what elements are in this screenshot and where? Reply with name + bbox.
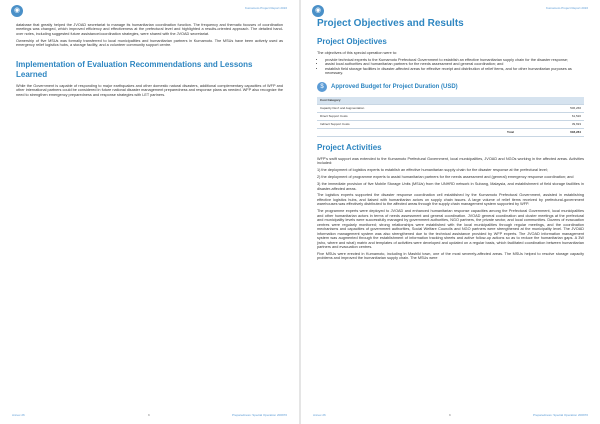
table-cell-value: 506,266 <box>517 104 584 112</box>
wfp-logo-icon: ◉ <box>312 5 324 17</box>
objectives-intro: The objectives of this special operation were to: <box>317 51 397 55</box>
objective-item: • establish field storage facilities in disaster-affected areas for effective receipt and distribution of relief items, and for other humanitarian purposes as necessary. <box>325 67 584 76</box>
wfp-logo-icon: ◉ <box>11 5 23 17</box>
activities-paragraph: The programme experts were deployed to JVOAD and enhanced humanitarian response capacities among the Prefectural Government, local municipalities and other humanitarian actors in terms of needs assessment and general coordination. JVOAD general coordination and cluster meetings at the prefectural and municipality levels were successfully managed by government authorities, NGO partners, the private sector, and local communities. Dozens of evacuation centres were regularly monitored; strong relationships were established with the local municipalities through regular meetings, and the coordination mechanisms and capacities of government authorities, Social Welfare Councils and NGO partners were strengthened at the municipality level. The JVOAD information management system was also strengthened due to the technical assistance provided by WFP experts. The JVOAD information management system was augmented through the establishment of information tracking sheets and active follow-up actions so as to reduce the humanitarian gaps. A 3W (who, where and what) matrix and templates of activities were developed and updated on a regular basis, which facilitated coordination between humanitarian partners and evacuation centres. <box>317 209 584 249</box>
table-header-row <box>317 97 584 105</box>
activities-paragraph: Five MSUs were erected in Kumamoto, including in Mashiki town, one of the most severely-affected areas. The MSUs helped to resolve storage capacity problems and improved the humanitarian supply chain. The MSUs were <box>317 251 584 261</box>
left-page <box>0 0 299 424</box>
page-number: 9 <box>148 413 150 417</box>
page-header-text: Kumamoto Project Report 2016 <box>545 6 588 10</box>
page-title: Project Objectives and Results <box>317 18 464 29</box>
intro-paragraph: database that greatly helped the JVOAD secretariat to manage its humanitarian coordination function. The frequency and thematic focuses of coordination meetings was changed, which improved efficiency and effectiveness at the prefectural level and highlighted a results-oriented approach. The detailed hand-over notes, including suggested future assistance/coordination strategies, were shared with the JVOAD secretariat. <box>16 23 283 36</box>
table-cell-total-label: Total <box>317 128 517 136</box>
activities-paragraph: The logistics experts supported the disaster response coordination cell established by the Kumamoto Prefectural Government, assisted in establishing effective logistics hubs, and liaised with humanitarian actors on supply chain issues. A large volume of relief items received by prefectural-government warehouses was effectively distributed to the affected areas through the supply chain management system supported by WFP. <box>317 193 584 207</box>
section-title-activities: Project Activities <box>317 142 382 152</box>
budget-table <box>317 97 584 137</box>
section-title-lessons-learned: Implementation of Evaluation Recommendations and Lessons Learned <box>16 59 253 79</box>
footer-left-label: Annex 26 <box>313 413 326 417</box>
footer-right-label: Preparedness: Special Operation 200970 <box>231 413 287 417</box>
objectives-list <box>317 58 584 76</box>
table-row-total <box>317 128 584 136</box>
table-cell-label: Direct Support Costs <box>317 112 517 120</box>
page-number: 9 <box>449 413 451 417</box>
activities-paragraph: 1) the deployment of logistics experts to establish an effective humanitarian supply chain for the disaster response at the prefectural level; <box>317 168 548 173</box>
activities-paragraph: WFP's swift support was extended to the Kumamoto Prefectural Government, local municipalities, JVOAD and NGOs working in the affected areas. Activities included: <box>317 156 584 166</box>
table-row <box>317 120 584 128</box>
objective-item: • provide technical experts to the Kumamoto Prefectural Government to establish an effective humanitarian supply chain for the disaster response; <box>325 58 584 62</box>
activities-paragraph: 3) the immediate provision of five Mobile Storage Units (MSUs) from the UNHRD network in Subang, Malaysia, and establishment of field storage facilities in disaster-affected areas. <box>317 182 584 191</box>
section-title-objectives: Project Objectives <box>317 37 387 46</box>
intro-paragraph: Ownership of five MSUs was formally transferred to local municipalities and humanitarian partners in Kumamoto. The MSUs have been actively used as emergency relief logistics hubs, a storage facility, and a volunteer community support centre. <box>16 38 283 48</box>
page-header-text: Kumamoto Project Report 2016 <box>244 6 287 10</box>
table-row <box>317 104 584 112</box>
footer-right-label: Preparedness: Special Operation 200970 <box>532 413 588 417</box>
table-cell-value: 61,520 <box>517 112 584 120</box>
budget-heading <box>317 82 584 92</box>
table-cell-value: 39,693 <box>517 120 584 128</box>
left-page-content <box>16 23 283 100</box>
footer-left-label: Annex 26 <box>12 413 25 417</box>
table-cell-label: Capacity Dev't and Augmentation <box>317 104 517 112</box>
right-page <box>301 0 600 424</box>
table-row <box>317 112 584 120</box>
table-header-cost-category: Cost Category <box>317 97 584 105</box>
table-cell-total-value: 608,284 <box>517 128 584 136</box>
budget-title: Approved Budget for Project Duration (USD) <box>331 83 458 90</box>
money-icon: $ <box>317 82 327 92</box>
objective-item: • assist local authorities and humanitarian partners for the needs assessment and general coordination; and <box>325 62 584 66</box>
right-page-content <box>317 18 584 263</box>
activities-paragraph: 2) the deployment of programme experts to assist humanitarian partners for the needs assessment and (general) emergency response coordination; and <box>317 175 574 180</box>
table-cell-label: Indirect Support Costs <box>317 120 517 128</box>
lessons-paragraph: While the Government is capable of responding to major earthquakes and other domestic natural disasters, additional complementary capacities of WFP and other international partners could be considered in future national disaster management preparedness and response plans as needed. WFP also recognize the need to strengthen emergency preparedness and response strategies with LET partners. <box>16 83 283 97</box>
